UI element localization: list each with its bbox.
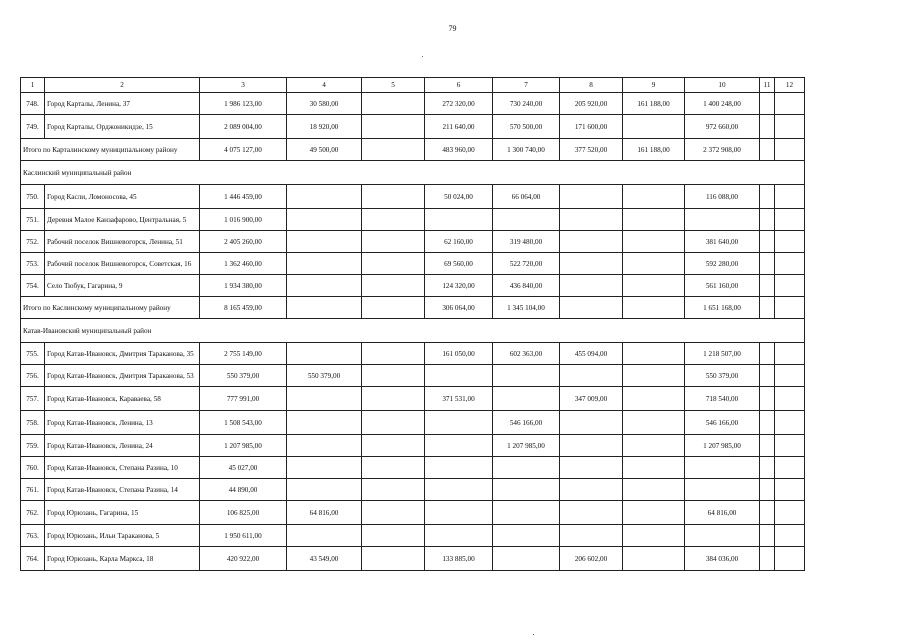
row-number: 761. — [21, 479, 45, 501]
value-cell-12 — [775, 435, 805, 457]
value-cell-11 — [760, 231, 775, 253]
value-cell-7: 602 363,00 — [493, 343, 560, 365]
table-row — [21, 365, 805, 387]
value-cell-11 — [760, 253, 775, 275]
value-cell-4 — [287, 525, 362, 547]
value-cell-12 — [775, 547, 805, 571]
value-cell-6: 124 320,00 — [425, 275, 493, 297]
value-cell-11 — [760, 185, 775, 209]
value-cell-11 — [760, 479, 775, 501]
value-cell-7: 522 720,00 — [493, 253, 560, 275]
value-cell-8 — [560, 411, 623, 435]
value-cell-5 — [362, 457, 425, 479]
section-title: Каслинский муниципальный район — [21, 161, 805, 185]
value-cell-4: 18 920,00 — [287, 115, 362, 139]
value-cell-12 — [775, 387, 805, 411]
value-cell-4 — [287, 275, 362, 297]
value-cell-3: 777 991,00 — [200, 387, 287, 411]
table-row — [21, 457, 805, 479]
value-cell-4: 30 580,00 — [287, 93, 362, 115]
total-row — [21, 297, 805, 319]
value-cell-12 — [775, 457, 805, 479]
address-cell: Город Катав-Ивановск, Степана Разина, 10 — [45, 457, 200, 479]
value-cell-6: 133 885,00 — [425, 547, 493, 571]
table-row — [21, 387, 805, 411]
row-number: 756. — [21, 365, 45, 387]
value-cell-9 — [623, 435, 685, 457]
value-cell-4 — [287, 253, 362, 275]
value-cell-7: 546 166,00 — [493, 411, 560, 435]
value-cell-11 — [760, 547, 775, 571]
value-cell-8: 171 600,00 — [560, 115, 623, 139]
header-col-12: 12 — [775, 78, 805, 93]
value-cell-4: 43 549,00 — [287, 547, 362, 571]
value-cell-8 — [560, 209, 623, 231]
total-label: Итого по Каслинскому муниципальному району — [21, 297, 200, 319]
value-cell-11 — [760, 139, 775, 161]
value-cell-3: 1 508 543,00 — [200, 411, 287, 435]
value-cell-7 — [493, 387, 560, 411]
table-row — [21, 501, 805, 525]
value-cell-6: 211 640,00 — [425, 115, 493, 139]
value-cell-12 — [775, 411, 805, 435]
value-cell-5 — [362, 411, 425, 435]
value-cell-7 — [493, 547, 560, 571]
value-cell-9 — [623, 501, 685, 525]
value-cell-5 — [362, 93, 425, 115]
value-cell-6: 371 531,00 — [425, 387, 493, 411]
value-cell-6 — [425, 365, 493, 387]
table-row — [21, 93, 805, 115]
value-cell-10: 550 379,00 — [685, 365, 760, 387]
value-cell-9 — [623, 411, 685, 435]
value-cell-9 — [623, 387, 685, 411]
value-cell-8 — [560, 457, 623, 479]
header-col-2: 2 — [45, 78, 200, 93]
value-cell-7: 436 840,00 — [493, 275, 560, 297]
value-cell-9 — [623, 231, 685, 253]
value-cell-11 — [760, 457, 775, 479]
value-cell-4 — [287, 297, 362, 319]
value-cell-8 — [560, 185, 623, 209]
value-cell-12 — [775, 209, 805, 231]
value-cell-5 — [362, 365, 425, 387]
value-cell-3: 550 379,00 — [200, 365, 287, 387]
value-cell-12 — [775, 93, 805, 115]
row-number: 752. — [21, 231, 45, 253]
value-cell-11 — [760, 387, 775, 411]
value-cell-11 — [760, 343, 775, 365]
value-cell-11 — [760, 297, 775, 319]
value-cell-12 — [775, 479, 805, 501]
value-cell-4 — [287, 435, 362, 457]
value-cell-8: 206 602,00 — [560, 547, 623, 571]
value-cell-3: 2 089 004,00 — [200, 115, 287, 139]
address-cell: Деревня Малое Канзафарово, Центральная, 5 — [45, 209, 200, 231]
row-number: 758. — [21, 411, 45, 435]
scan-speck — [533, 634, 534, 635]
value-cell-4 — [287, 185, 362, 209]
value-cell-8: 377 520,00 — [560, 139, 623, 161]
value-cell-6 — [425, 479, 493, 501]
page-number: 79 — [448, 24, 457, 33]
value-cell-10: 2 372 908,00 — [685, 139, 760, 161]
value-cell-9 — [623, 185, 685, 209]
value-cell-9 — [623, 115, 685, 139]
value-cell-3: 1 362 460,00 — [200, 253, 287, 275]
value-cell-4 — [287, 479, 362, 501]
row-number: 750. — [21, 185, 45, 209]
value-cell-5 — [362, 253, 425, 275]
value-cell-4 — [287, 209, 362, 231]
value-cell-4 — [287, 411, 362, 435]
address-cell: Город Касли, Ломоносова, 45 — [45, 185, 200, 209]
value-cell-11 — [760, 209, 775, 231]
value-cell-6 — [425, 435, 493, 457]
address-cell: Город Катав-Ивановск, Дмитрия Тараканова, 53 — [45, 365, 200, 387]
value-cell-6 — [425, 209, 493, 231]
value-cell-3: 106 825,00 — [200, 501, 287, 525]
value-cell-10: 381 640,00 — [685, 231, 760, 253]
value-cell-5 — [362, 209, 425, 231]
value-cell-9 — [623, 253, 685, 275]
value-cell-6: 69 560,00 — [425, 253, 493, 275]
header-row — [21, 78, 805, 93]
value-cell-8 — [560, 479, 623, 501]
value-cell-6: 161 050,00 — [425, 343, 493, 365]
value-cell-9: 161 188,00 — [623, 93, 685, 115]
value-cell-12 — [775, 297, 805, 319]
value-cell-9 — [623, 365, 685, 387]
value-cell-12 — [775, 525, 805, 547]
table-row — [21, 115, 805, 139]
housing-repair-table — [20, 77, 805, 571]
value-cell-8 — [560, 525, 623, 547]
value-cell-7: 1 207 985,00 — [493, 435, 560, 457]
table-row — [21, 209, 805, 231]
address-cell: Село Тюбук, Гагарина, 9 — [45, 275, 200, 297]
row-number: 763. — [21, 525, 45, 547]
value-cell-4 — [287, 343, 362, 365]
value-cell-12 — [775, 501, 805, 525]
value-cell-12 — [775, 343, 805, 365]
row-number: 760. — [21, 457, 45, 479]
value-cell-4: 550 379,00 — [287, 365, 362, 387]
value-cell-5 — [362, 501, 425, 525]
address-cell: Город Карталы, Ленина, 37 — [45, 93, 200, 115]
value-cell-3: 1 446 459,00 — [200, 185, 287, 209]
value-cell-7: 570 500,00 — [493, 115, 560, 139]
value-cell-3: 1 950 611,00 — [200, 525, 287, 547]
value-cell-5 — [362, 115, 425, 139]
value-cell-5 — [362, 185, 425, 209]
row-number: 749. — [21, 115, 45, 139]
value-cell-9 — [623, 457, 685, 479]
value-cell-12 — [775, 139, 805, 161]
value-cell-10 — [685, 457, 760, 479]
value-cell-9 — [623, 525, 685, 547]
value-cell-10: 972 660,00 — [685, 115, 760, 139]
value-cell-6: 483 960,00 — [425, 139, 493, 161]
value-cell-8 — [560, 501, 623, 525]
address-cell: Город Юрюзань, Ильи Тараканова, 5 — [45, 525, 200, 547]
header-col-9: 9 — [623, 78, 685, 93]
value-cell-10: 592 280,00 — [685, 253, 760, 275]
value-cell-12 — [775, 185, 805, 209]
address-cell: Город Юрюзань, Гагарина, 15 — [45, 501, 200, 525]
address-cell: Город Катав-Ивановск, Ленина, 24 — [45, 435, 200, 457]
value-cell-6: 272 320,00 — [425, 93, 493, 115]
row-number: 764. — [21, 547, 45, 571]
header-col-5: 5 — [362, 78, 425, 93]
value-cell-4 — [287, 457, 362, 479]
value-cell-3: 2 405 260,00 — [200, 231, 287, 253]
address-cell: Город Катав-Ивановск, Дмитрия Тараканова, 35 — [45, 343, 200, 365]
value-cell-8 — [560, 365, 623, 387]
value-cell-11 — [760, 115, 775, 139]
value-cell-7: 319 480,00 — [493, 231, 560, 253]
value-cell-10: 1 207 985,00 — [685, 435, 760, 457]
value-cell-9 — [623, 209, 685, 231]
row-number: 754. — [21, 275, 45, 297]
address-cell: Город Карталы, Орджоникидзе, 15 — [45, 115, 200, 139]
value-cell-6: 50 024,00 — [425, 185, 493, 209]
value-cell-6 — [425, 525, 493, 547]
value-cell-10 — [685, 209, 760, 231]
value-cell-3: 8 165 459,00 — [200, 297, 287, 319]
value-cell-4: 64 816,00 — [287, 501, 362, 525]
row-number: 755. — [21, 343, 45, 365]
total-label: Итого по Карталинскому муниципальному району — [21, 139, 200, 161]
value-cell-9 — [623, 275, 685, 297]
value-cell-11 — [760, 411, 775, 435]
table-row — [21, 185, 805, 209]
value-cell-10: 718 540,00 — [685, 387, 760, 411]
header-col-6: 6 — [425, 78, 493, 93]
value-cell-9 — [623, 547, 685, 571]
scan-speck — [422, 56, 423, 57]
table-row — [21, 525, 805, 547]
value-cell-8: 455 094,00 — [560, 343, 623, 365]
header-col-4: 4 — [287, 78, 362, 93]
value-cell-9 — [623, 343, 685, 365]
row-number: 753. — [21, 253, 45, 275]
value-cell-8 — [560, 435, 623, 457]
table-row — [21, 275, 805, 297]
address-cell: Город Катав-Ивановск, Степана Разина, 14 — [45, 479, 200, 501]
value-cell-5 — [362, 387, 425, 411]
value-cell-3: 45 027,00 — [200, 457, 287, 479]
header-col-10: 10 — [685, 78, 760, 93]
value-cell-5 — [362, 435, 425, 457]
header-col-11: 11 — [760, 78, 775, 93]
value-cell-12 — [775, 365, 805, 387]
value-cell-3: 1 207 985,00 — [200, 435, 287, 457]
value-cell-3: 44 890,00 — [200, 479, 287, 501]
value-cell-10: 546 166,00 — [685, 411, 760, 435]
value-cell-6: 306 064,00 — [425, 297, 493, 319]
value-cell-12 — [775, 231, 805, 253]
value-cell-10: 1 651 168,00 — [685, 297, 760, 319]
value-cell-11 — [760, 435, 775, 457]
value-cell-11 — [760, 365, 775, 387]
header-col-8: 8 — [560, 78, 623, 93]
section-row — [21, 161, 805, 185]
value-cell-5 — [362, 275, 425, 297]
table-row — [21, 231, 805, 253]
address-cell: Рабочий поселок Вишневогорск, Советская, 16 — [45, 253, 200, 275]
value-cell-7 — [493, 479, 560, 501]
section-row — [21, 319, 805, 343]
table-row — [21, 343, 805, 365]
table-row — [21, 547, 805, 571]
value-cell-11 — [760, 275, 775, 297]
value-cell-11 — [760, 501, 775, 525]
value-cell-7: 1 300 740,00 — [493, 139, 560, 161]
value-cell-5 — [362, 139, 425, 161]
value-cell-3: 1 986 123,00 — [200, 93, 287, 115]
value-cell-6 — [425, 457, 493, 479]
value-cell-3: 1 934 380,00 — [200, 275, 287, 297]
value-cell-9: 161 188,00 — [623, 139, 685, 161]
value-cell-5 — [362, 547, 425, 571]
value-cell-4 — [287, 231, 362, 253]
value-cell-12 — [775, 115, 805, 139]
header-col-3: 3 — [200, 78, 287, 93]
value-cell-12 — [775, 275, 805, 297]
value-cell-11 — [760, 525, 775, 547]
value-cell-10 — [685, 479, 760, 501]
value-cell-3: 420 922,00 — [200, 547, 287, 571]
header-col-1: 1 — [21, 78, 45, 93]
value-cell-10: 561 160,00 — [685, 275, 760, 297]
header-col-7: 7 — [493, 78, 560, 93]
row-number: 751. — [21, 209, 45, 231]
total-row — [21, 139, 805, 161]
address-cell: Город Катав-Ивановск, Караваева, 58 — [45, 387, 200, 411]
value-cell-8: 205 920,00 — [560, 93, 623, 115]
value-cell-5 — [362, 297, 425, 319]
value-cell-7: 66 064,00 — [493, 185, 560, 209]
value-cell-7 — [493, 209, 560, 231]
table-row — [21, 411, 805, 435]
value-cell-6 — [425, 411, 493, 435]
address-cell: Рабочий поселок Вишневогорск, Ленина, 51 — [45, 231, 200, 253]
value-cell-5 — [362, 231, 425, 253]
value-cell-12 — [775, 253, 805, 275]
value-cell-5 — [362, 525, 425, 547]
value-cell-8 — [560, 231, 623, 253]
value-cell-7: 730 240,00 — [493, 93, 560, 115]
value-cell-7 — [493, 525, 560, 547]
value-cell-4: 49 500,00 — [287, 139, 362, 161]
value-cell-8 — [560, 253, 623, 275]
address-cell: Город Юрюзань, Карла Маркса, 18 — [45, 547, 200, 571]
value-cell-8: 347 009,00 — [560, 387, 623, 411]
row-number: 757. — [21, 387, 45, 411]
value-cell-3: 2 755 149,00 — [200, 343, 287, 365]
value-cell-8 — [560, 275, 623, 297]
value-cell-10: 1 400 248,00 — [685, 93, 760, 115]
value-cell-10: 384 036,00 — [685, 547, 760, 571]
value-cell-7: 1 345 104,00 — [493, 297, 560, 319]
address-cell: Город Катав-Ивановск, Ленина, 13 — [45, 411, 200, 435]
value-cell-3: 1 016 900,00 — [200, 209, 287, 231]
value-cell-8 — [560, 297, 623, 319]
row-number: 762. — [21, 501, 45, 525]
value-cell-10: 64 816,00 — [685, 501, 760, 525]
value-cell-5 — [362, 479, 425, 501]
value-cell-6: 62 160,00 — [425, 231, 493, 253]
value-cell-3: 4 075 127,00 — [200, 139, 287, 161]
value-cell-7 — [493, 365, 560, 387]
section-title: Катав-Ивановский муниципальный район — [21, 319, 805, 343]
row-number: 748. — [21, 93, 45, 115]
value-cell-9 — [623, 479, 685, 501]
value-cell-7 — [493, 457, 560, 479]
table-row — [21, 253, 805, 275]
value-cell-7 — [493, 501, 560, 525]
value-cell-11 — [760, 93, 775, 115]
value-cell-4 — [287, 387, 362, 411]
value-cell-5 — [362, 343, 425, 365]
value-cell-6 — [425, 501, 493, 525]
row-number: 759. — [21, 435, 45, 457]
value-cell-9 — [623, 297, 685, 319]
table-row — [21, 435, 805, 457]
value-cell-10: 1 218 507,00 — [685, 343, 760, 365]
value-cell-10: 116 088,00 — [685, 185, 760, 209]
value-cell-10 — [685, 525, 760, 547]
table-row — [21, 479, 805, 501]
